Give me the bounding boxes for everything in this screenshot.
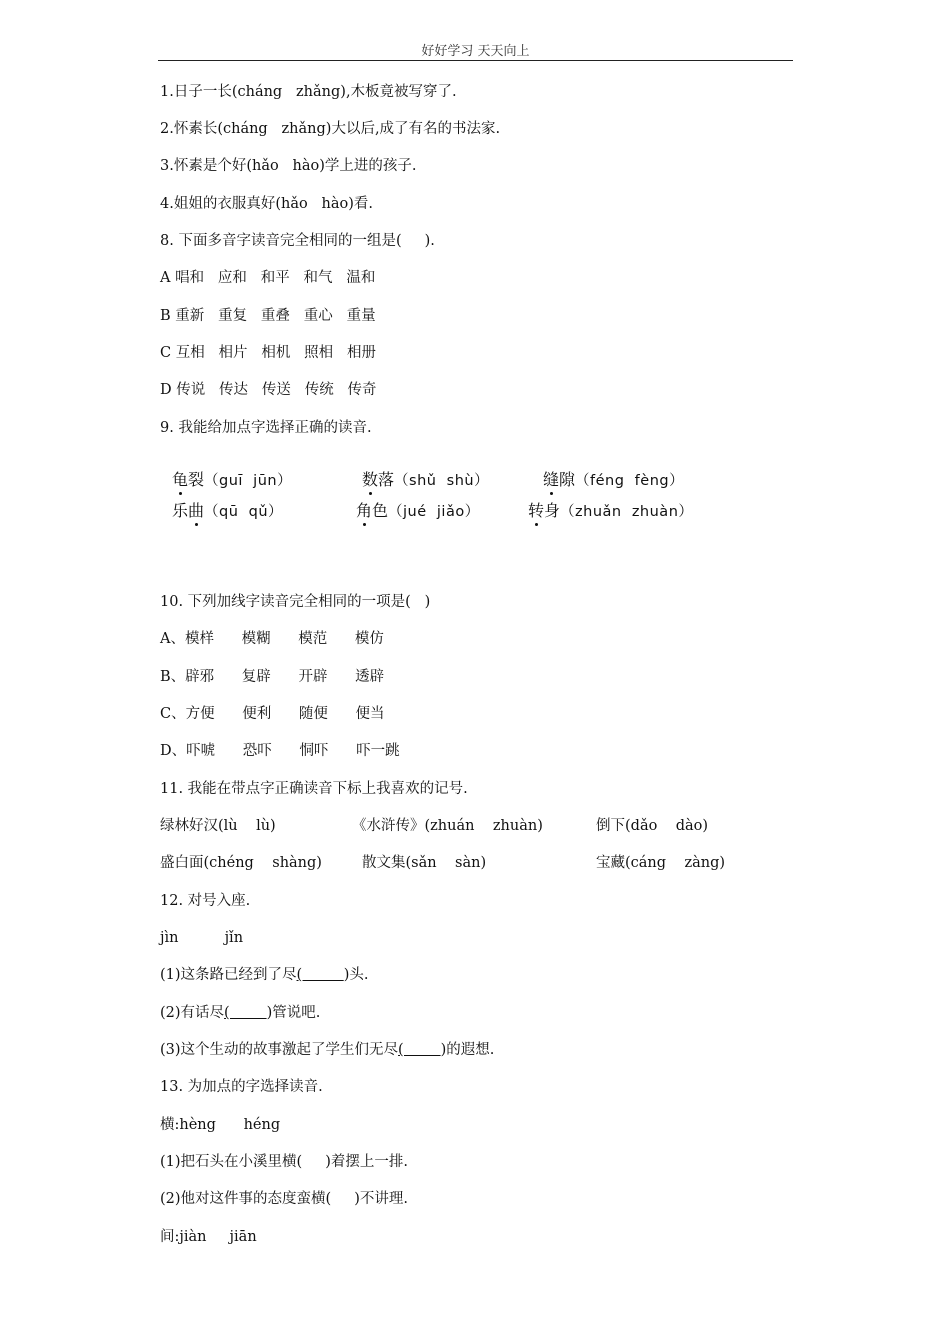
q9-word-jue-se: 角色（jué jiǎo） xyxy=(356,501,480,520)
q9-word-gui-lie: 龟裂（guī jūn） xyxy=(172,470,293,489)
q10-option-b: B、辟邪 复辟 开辟 透辟 xyxy=(160,669,385,685)
q12-item-1: (1)这条路已经到了尽( )头. xyxy=(160,967,369,983)
q12-item-3: (3)这个生动的故事激起了学生们无尽( )的遐想. xyxy=(160,1042,495,1058)
q11-word-4: 盛白面(chéng shàng) xyxy=(160,855,322,871)
q7-item-1: 1.日子一长(cháng zhǎng),木板竟被写穿了. xyxy=(160,84,457,100)
q8-option-c: C 互相 相片 相机 照相 相册 xyxy=(160,345,377,361)
q13-jian-label: 间:jiàn jiān xyxy=(160,1229,257,1245)
q13-heng-item-2: (2)他对这件事的态度蛮横( )不讲理. xyxy=(160,1191,409,1207)
q11-word-2: 《水浒传》(zhuán zhuàn) xyxy=(352,818,543,834)
q11-title: 11. 我能在带点字正确读音下标上我喜欢的记号. xyxy=(160,781,468,797)
q9-word-feng-xi: 缝隙（féng fèng） xyxy=(543,470,685,489)
q13-heng-item-1: (1)把石头在小溪里横( )着摆上一排. xyxy=(160,1154,409,1170)
answer-blank[interactable]: ( xyxy=(296,967,344,983)
q11-word-5: 散文集(sǎn sàn) xyxy=(362,855,487,871)
q10-option-d: D、吓唬 恐吓 恫吓 吓一跳 xyxy=(160,743,400,759)
q11-word-6: 宝藏(cáng zàng) xyxy=(596,855,726,871)
q13-title: 13. 为加点的字选择读音. xyxy=(160,1079,323,1095)
q12-title: 12. 对号入座. xyxy=(160,893,251,909)
q12-pinyin-options: jìn jǐn xyxy=(160,930,244,946)
q7-item-2: 2.怀素长(cháng zhǎng)大以后,成了有名的书法家. xyxy=(160,121,501,137)
answer-blank[interactable]: ( xyxy=(224,1005,267,1021)
q9-word-shu-luo: 数落（shǔ shù） xyxy=(362,470,490,489)
q9-title: 9. 我能给加点字选择正确的读音. xyxy=(160,420,372,436)
q8-title: 8. 下面多音字读音完全相同的一组是( ). xyxy=(160,233,435,249)
q11-word-3: 倒下(dǎo dào) xyxy=(596,818,709,834)
q8-option-d: D 传说 传达 传送 传统 传奇 xyxy=(160,382,377,398)
q11-word-1: 绿林好汉(lù lù) xyxy=(160,818,276,834)
answer-blank[interactable]: ( xyxy=(398,1042,441,1058)
q9-word-yue-qu: 乐曲（qū qǔ） xyxy=(172,501,284,520)
q9-word-zhuan-shen: 转身（zhuǎn zhuàn） xyxy=(528,501,694,520)
q7-item-4: 4.姐姐的衣服真好(hǎo hào)看. xyxy=(160,196,374,212)
q10-option-a: A、模样 模糊 模范 模仿 xyxy=(160,631,384,647)
page-header: 好好学习 天天向上 xyxy=(421,44,530,59)
q10-title: 10. 下列加线字读音完全相同的一项是( ) xyxy=(160,594,431,610)
header-divider xyxy=(158,60,793,61)
q12-item-2: (2)有话尽( )管说吧. xyxy=(160,1005,321,1021)
q8-option-b: B 重新 重复 重叠 重心 重量 xyxy=(160,308,376,324)
q13-heng-label: 横:hèng héng xyxy=(160,1117,281,1133)
q10-option-c: C、方便 便利 随便 便当 xyxy=(160,706,385,722)
q7-item-3: 3.怀素是个好(hǎo hào)学上进的孩子. xyxy=(160,158,417,174)
q8-option-a: A 唱和 应和 和平 和气 温和 xyxy=(160,270,376,286)
